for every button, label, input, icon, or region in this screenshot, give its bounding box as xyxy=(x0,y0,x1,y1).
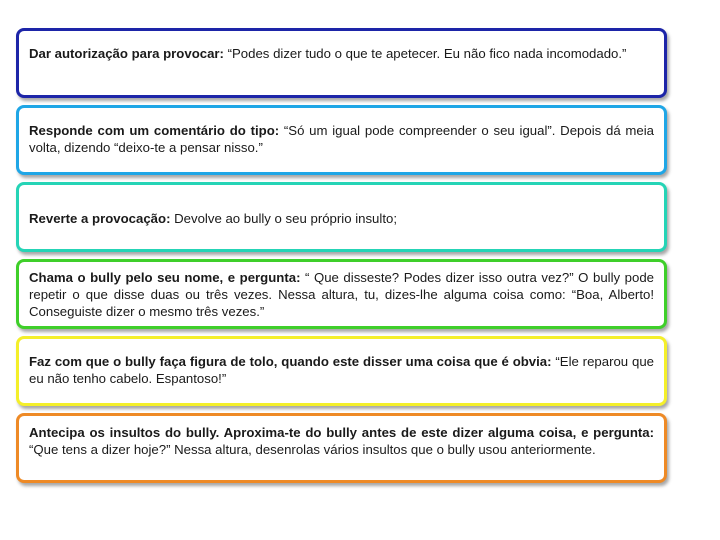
card-text: “Ele reparou que eu não tenho cabelo. Espantoso!” xyxy=(29,354,654,386)
card-text: “ Que disseste? Podes dizer isso outra vez?” O bully pode repetir o que disse duas ou três vezes. Nessa altura, tu, dizes-lhe alguma coisa como: “Boa, Alberto! Conseguiste dizer o mesmo três vezes.” xyxy=(29,270,654,319)
card-heading: Reverte a provocação: xyxy=(29,211,171,226)
card-respond-comment xyxy=(16,105,667,175)
card-heading: Dar autorização para provocar: xyxy=(29,46,224,61)
card-authorize-provocation xyxy=(16,28,667,98)
card-text: “Só um igual pode compreender o seu igual”. Depois dá meia volta, dizendo “deixo-te a pensar nisso.” xyxy=(29,123,654,155)
card-anticipate-insults xyxy=(16,413,667,483)
card-text: “Que tens a dizer hoje?” Nessa altura, desenrolas vários insultos que o bully usou anteriormente. xyxy=(29,442,596,457)
card-heading: Antecipa os insultos do bully. Aproxima-te do bully antes de este dizer alguma coisa, e pergunta: xyxy=(29,425,654,440)
card-reverse-provocation xyxy=(16,182,667,252)
card-make-bully-fool xyxy=(16,336,667,406)
card-heading: Chama o bully pelo seu nome, e pergunta: xyxy=(29,270,301,285)
card-text: Devolve ao bully o seu próprio insulto; xyxy=(170,211,397,226)
card-text: “Podes dizer tudo o que te apetecer. Eu não fico nada incomodado.” xyxy=(223,46,627,61)
card-call-bully-name xyxy=(16,259,667,329)
card-heading: Responde com um comentário do tipo: xyxy=(29,123,280,138)
card-heading: Faz com que o bully faça figura de tolo, quando este disser uma coisa que é obvia: xyxy=(29,354,552,369)
